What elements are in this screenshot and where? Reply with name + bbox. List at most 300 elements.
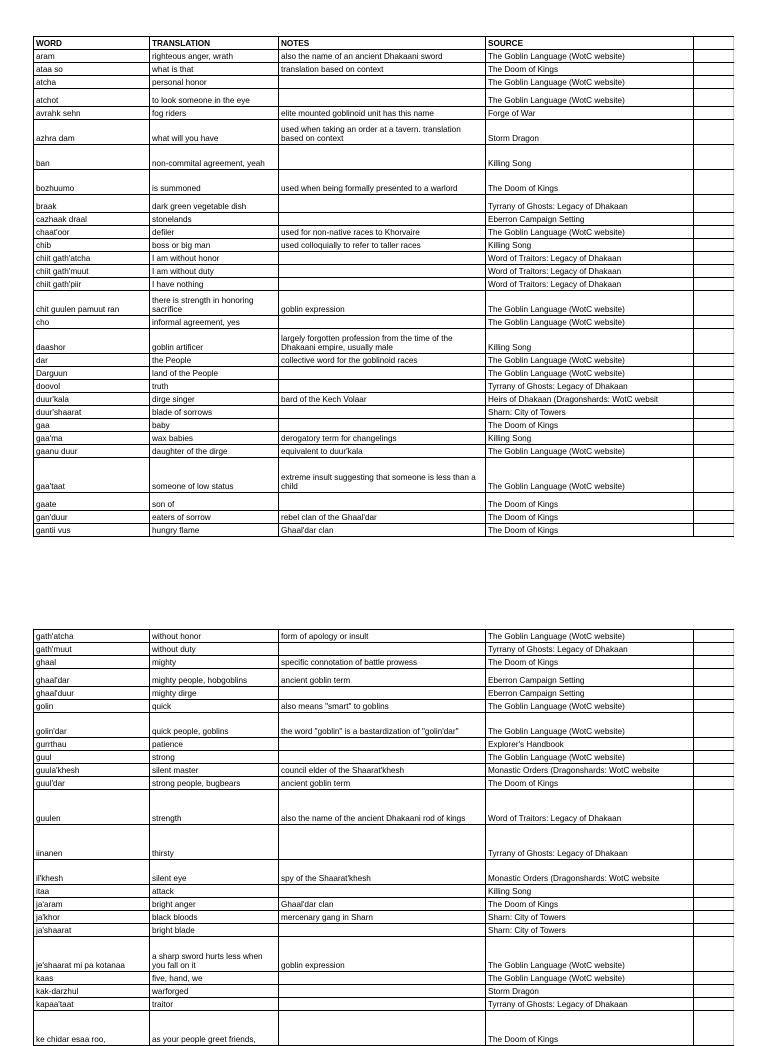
empty-cell [694, 278, 734, 290]
empty-cell [694, 911, 734, 923]
empty-cell [694, 511, 734, 523]
word-cell: gaate [33, 493, 150, 510]
empty-cell [694, 713, 734, 737]
word-cell: ja'khor [33, 911, 150, 923]
word-cell: kapaa'taat [33, 998, 150, 1010]
table-row [33, 328, 734, 353]
empty-cell [694, 252, 734, 264]
word-cell: ghaal [33, 656, 150, 668]
source-cell: Explorer's Handbook [486, 738, 694, 750]
translation-cell: mighty people, hobgoblins [150, 669, 279, 686]
word-cell: doovol [33, 380, 150, 392]
notes-cell [279, 252, 486, 264]
translation-cell: to look someone in the eye [150, 89, 279, 106]
source-cell: The Doom of Kings [486, 419, 694, 431]
notes-cell: also the name of an ancient Dhakaani sword [279, 50, 486, 62]
source-cell: The Doom of Kings [486, 777, 694, 789]
word-cell: iinanen [33, 825, 150, 859]
notes-cell: ancient goblin term [279, 669, 486, 686]
empty-cell [694, 107, 734, 119]
translation-cell: five, hand, we [150, 972, 279, 984]
table-row [33, 642, 734, 655]
source-cell: Killing Song [486, 145, 694, 169]
table-row [33, 884, 734, 897]
translation-cell: strong [150, 751, 279, 763]
table-row [33, 392, 734, 405]
empty-cell [694, 885, 734, 897]
empty-cell [694, 790, 734, 824]
source-cell: Eberron Campaign Setting [486, 213, 694, 225]
word-cell: cho [33, 316, 150, 328]
source-cell: Tyrrany of Ghosts: Legacy of Dhakaan [486, 380, 694, 392]
table-row [33, 418, 734, 431]
table-row [33, 75, 734, 88]
translation-cell: fog riders [150, 107, 279, 119]
source-cell: The Doom of Kings [486, 898, 694, 910]
notes-cell: translation based on context [279, 63, 486, 75]
notes-cell [279, 687, 486, 699]
word-cell: gurrthau [33, 738, 150, 750]
word-cell: atcha [33, 76, 150, 88]
table-row [33, 750, 734, 763]
notes-cell: mercenary gang in Sharn [279, 911, 486, 923]
translation-cell: attack [150, 885, 279, 897]
notes-cell [279, 1011, 486, 1045]
notes-cell [279, 825, 486, 859]
translation-cell: baby [150, 419, 279, 431]
empty-cell [694, 777, 734, 789]
notes-cell [279, 643, 486, 655]
notes-cell: Ghaal'dar clan [279, 898, 486, 910]
translation-cell: black bloods [150, 911, 279, 923]
translation-cell: goblin artificer [150, 329, 279, 353]
word-cell: ghaal'duur [33, 687, 150, 699]
translation-cell: without duty [150, 643, 279, 655]
empty-cell [694, 419, 734, 431]
notes-cell: elite mounted goblinoid unit has this name [279, 107, 486, 119]
notes-cell [279, 924, 486, 936]
source-cell: Storm Dragon [486, 120, 694, 144]
word-cell: chiit gath'muut [33, 265, 150, 277]
source-cell: The Goblin Language (WotC website) [486, 458, 694, 492]
table-row [33, 238, 734, 251]
source-cell: The Goblin Language (WotC website) [486, 316, 694, 328]
table-row [33, 824, 734, 859]
table-row [33, 264, 734, 277]
notes-cell [279, 195, 486, 212]
notes-cell: largely forgotten profession from the time of the Dhakaani empire, usually male [279, 329, 486, 353]
notes-cell [279, 213, 486, 225]
word-cell: gantii vus [33, 524, 150, 536]
empty-cell [694, 738, 734, 750]
translation-cell: personal honor [150, 76, 279, 88]
translation-cell: a sharp sword hurts less when you fall on it [150, 937, 279, 971]
empty-cell [694, 524, 734, 536]
translation-cell: is summoned [150, 170, 279, 194]
table-row [33, 379, 734, 392]
word-cell: dar [33, 354, 150, 366]
word-cell: aram [33, 50, 150, 62]
source-cell: The Doom of Kings [486, 656, 694, 668]
table-row [33, 655, 734, 668]
translation-cell: eaters of sorrow [150, 511, 279, 523]
notes-cell: specific connotation of battle prowess [279, 656, 486, 668]
word-cell: azhra dam [33, 120, 150, 144]
table-row [33, 492, 734, 510]
notes-cell: ancient goblin term [279, 777, 486, 789]
notes-cell: form of apology or insult [279, 630, 486, 642]
translation-cell: son of [150, 493, 279, 510]
empty-cell [694, 998, 734, 1010]
empty-cell [694, 630, 734, 642]
empty-cell [694, 669, 734, 686]
table-row [33, 859, 734, 884]
source-cell: The Goblin Language (WotC website) [486, 937, 694, 971]
empty-cell [694, 432, 734, 444]
table-row [33, 405, 734, 418]
source-cell: The Goblin Language (WotC website) [486, 50, 694, 62]
spreadsheet-page-2 [33, 629, 734, 1046]
source-cell: Word of Traitors: Legacy of Dhakaan [486, 252, 694, 264]
source-cell: Eberron Campaign Setting [486, 669, 694, 686]
source-cell: Killing Song [486, 432, 694, 444]
word-cell: golin [33, 700, 150, 712]
source-cell: Tyrrany of Ghosts: Legacy of Dhakaan [486, 998, 694, 1010]
word-cell: kak-darzhul [33, 985, 150, 997]
empty-cell [694, 367, 734, 379]
translation-cell: hungry flame [150, 524, 279, 536]
word-cell: atchot [33, 89, 150, 106]
table-row [33, 444, 734, 457]
word-cell: ghaal'dar [33, 669, 150, 686]
word-cell: daashor [33, 329, 150, 353]
translation-cell: the People [150, 354, 279, 366]
empty-cell [694, 898, 734, 910]
word-cell: ja'shaarat [33, 924, 150, 936]
notes-cell: used for non-native races to Khorvaire [279, 226, 486, 238]
table-row [33, 251, 734, 264]
empty-cell [694, 76, 734, 88]
table-row [33, 119, 734, 144]
column-header-translation: TRANSLATION [150, 37, 279, 49]
translation-cell: daughter of the dirge [150, 445, 279, 457]
notes-cell [279, 380, 486, 392]
notes-cell [279, 972, 486, 984]
source-cell: Killing Song [486, 885, 694, 897]
source-cell: Sharn: City of Towers [486, 406, 694, 418]
word-cell: chaat'oor [33, 226, 150, 238]
source-cell: The Doom of Kings [486, 511, 694, 523]
empty-cell [694, 316, 734, 328]
translation-cell: land of the People [150, 367, 279, 379]
word-cell: guul'dar [33, 777, 150, 789]
notes-cell: goblin expression [279, 937, 486, 971]
empty-cell [694, 291, 734, 315]
translation-cell: thirsty [150, 825, 279, 859]
empty-cell [694, 239, 734, 251]
word-cell: chib [33, 239, 150, 251]
word-cell: ataa so [33, 63, 150, 75]
source-cell: The Goblin Language (WotC website) [486, 713, 694, 737]
notes-cell [279, 76, 486, 88]
empty-cell [694, 751, 734, 763]
word-cell: gath'muut [33, 643, 150, 655]
notes-cell [279, 751, 486, 763]
notes-cell: also the name of the ancient Dhakaani rod of kings [279, 790, 486, 824]
table-row [33, 49, 734, 62]
source-cell: The Doom of Kings [486, 63, 694, 75]
translation-cell: mighty dirge [150, 687, 279, 699]
empty-cell [694, 393, 734, 405]
source-cell: Sharn: City of Towers [486, 911, 694, 923]
notes-cell: rebel clan of the Ghaal'dar [279, 511, 486, 523]
table-row [33, 1010, 734, 1045]
empty-cell [694, 643, 734, 655]
word-cell: je'shaarat mi pa kotanaa [33, 937, 150, 971]
table-row [33, 510, 734, 523]
table-row [33, 763, 734, 776]
table-row [33, 144, 734, 169]
empty-cell [694, 860, 734, 884]
translation-cell: quick people, goblins [150, 713, 279, 737]
table-row [33, 629, 734, 642]
empty-cell [694, 656, 734, 668]
source-cell: Eberron Campaign Setting [486, 687, 694, 699]
notes-cell [279, 738, 486, 750]
header-row [33, 36, 734, 49]
empty-cell [694, 37, 734, 49]
source-cell: Tyrrany of Ghosts: Legacy of Dhakaan [486, 195, 694, 212]
table-row [33, 971, 734, 984]
empty-cell [694, 687, 734, 699]
translation-cell: I am without duty [150, 265, 279, 277]
translation-cell: dark green vegetable dish [150, 195, 279, 212]
source-cell: The Goblin Language (WotC website) [486, 226, 694, 238]
notes-cell: the word "goblin" is a bastardization of "golin'dar" [279, 713, 486, 737]
source-cell: Forge of War [486, 107, 694, 119]
column-header-word: WORD [33, 37, 150, 49]
translation-cell: traitor [150, 998, 279, 1010]
word-cell: braak [33, 195, 150, 212]
table-row [33, 106, 734, 119]
word-cell: bozhuumo [33, 170, 150, 194]
translation-cell: I am without honor [150, 252, 279, 264]
source-cell: The Doom of Kings [486, 1011, 694, 1045]
source-cell: Heirs of Dhakaan (Dragonshards: WotC websit [486, 393, 694, 405]
empty-cell [694, 354, 734, 366]
word-cell: gaa'taat [33, 458, 150, 492]
source-cell: The Goblin Language (WotC website) [486, 89, 694, 106]
notes-cell [279, 406, 486, 418]
table-row [33, 366, 734, 379]
notes-cell: used when taking an order at a tavern. translation based on context [279, 120, 486, 144]
notes-cell: derogatory term for changelings [279, 432, 486, 444]
word-cell: gaa'ma [33, 432, 150, 444]
translation-cell: I have nothing [150, 278, 279, 290]
word-cell: il'khesh [33, 860, 150, 884]
translation-cell: quick [150, 700, 279, 712]
table-row [33, 457, 734, 492]
table-row [33, 169, 734, 194]
word-cell: guul [33, 751, 150, 763]
translation-cell: strength [150, 790, 279, 824]
empty-cell [694, 265, 734, 277]
empty-cell [694, 924, 734, 936]
source-cell: Word of Traitors: Legacy of Dhakaan [486, 790, 694, 824]
source-cell: The Goblin Language (WotC website) [486, 367, 694, 379]
table-row [33, 225, 734, 238]
notes-cell [279, 998, 486, 1010]
table-row [33, 789, 734, 824]
notes-cell: used colloquially to refer to taller races [279, 239, 486, 251]
word-cell: ke chidar esaa roo, [33, 1011, 150, 1045]
empty-cell [694, 937, 734, 971]
empty-cell [694, 493, 734, 510]
word-cell: ban [33, 145, 150, 169]
source-cell: Killing Song [486, 329, 694, 353]
empty-cell [694, 825, 734, 859]
source-cell: The Goblin Language (WotC website) [486, 700, 694, 712]
source-cell: The Goblin Language (WotC website) [486, 76, 694, 88]
notes-cell: extreme insult suggesting that someone is less than a child [279, 458, 486, 492]
translation-cell: silent eye [150, 860, 279, 884]
table-row [33, 712, 734, 737]
table-row [33, 936, 734, 971]
notes-cell [279, 278, 486, 290]
source-cell: The Goblin Language (WotC website) [486, 445, 694, 457]
notes-cell [279, 367, 486, 379]
notes-cell [279, 419, 486, 431]
table-row [33, 353, 734, 366]
source-cell: Storm Dragon [486, 985, 694, 997]
empty-cell [694, 195, 734, 212]
word-cell: avrahk sehn [33, 107, 150, 119]
table-row [33, 431, 734, 444]
translation-cell: silent master [150, 764, 279, 776]
empty-cell [694, 972, 734, 984]
translation-cell: defiler [150, 226, 279, 238]
empty-cell [694, 89, 734, 106]
table-bottom-border [33, 536, 734, 537]
translation-cell: stonelands [150, 213, 279, 225]
empty-cell [694, 50, 734, 62]
source-cell: The Goblin Language (WotC website) [486, 751, 694, 763]
table-row [33, 923, 734, 936]
word-cell: gaa [33, 419, 150, 431]
table-row [33, 897, 734, 910]
table-row [33, 315, 734, 328]
table-row [33, 737, 734, 750]
source-cell: Killing Song [486, 239, 694, 251]
empty-cell [694, 213, 734, 225]
translation-cell: dirge singer [150, 393, 279, 405]
empty-cell [694, 985, 734, 997]
word-cell: cazhaak draal [33, 213, 150, 225]
empty-cell [694, 764, 734, 776]
empty-cell [694, 700, 734, 712]
translation-cell: non-commital agreement, yeah [150, 145, 279, 169]
spreadsheet-page-1 [33, 36, 734, 537]
translation-cell: there is strength in honoring sacrifice [150, 291, 279, 315]
empty-cell [694, 226, 734, 238]
word-cell: kaas [33, 972, 150, 984]
table-row [33, 686, 734, 699]
notes-cell: goblin expression [279, 291, 486, 315]
notes-cell: used when being formally presented to a warlord [279, 170, 486, 194]
empty-cell [694, 170, 734, 194]
notes-cell: collective word for the goblinoid races [279, 354, 486, 366]
notes-cell [279, 493, 486, 510]
word-cell: chiit gath'piir [33, 278, 150, 290]
translation-cell: wax babies [150, 432, 279, 444]
translation-cell: bright anger [150, 898, 279, 910]
source-cell: The Goblin Language (WotC website) [486, 630, 694, 642]
empty-cell [694, 380, 734, 392]
translation-cell: patience [150, 738, 279, 750]
table-row [33, 62, 734, 75]
notes-cell: equivalent to duur'kala [279, 445, 486, 457]
word-cell: duur'kala [33, 393, 150, 405]
empty-cell [694, 445, 734, 457]
column-header-notes: NOTES [279, 37, 486, 49]
translation-cell: boss or big man [150, 239, 279, 251]
table-row [33, 668, 734, 686]
translation-cell: informal agreement, yes [150, 316, 279, 328]
empty-cell [694, 458, 734, 492]
translation-cell: as your people greet friends, [150, 1011, 279, 1045]
empty-cell [694, 406, 734, 418]
notes-cell: spy of the Shaarat'khesh [279, 860, 486, 884]
translation-cell: without honor [150, 630, 279, 642]
empty-cell [694, 145, 734, 169]
notes-cell [279, 316, 486, 328]
table-row [33, 776, 734, 789]
source-cell: The Goblin Language (WotC website) [486, 354, 694, 366]
notes-cell: bard of the Kech Volaar [279, 393, 486, 405]
word-cell: chit guulen pamuut ran [33, 291, 150, 315]
notes-cell: also means "smart" to goblins [279, 700, 486, 712]
word-cell: duur'shaarat [33, 406, 150, 418]
empty-cell [694, 329, 734, 353]
empty-cell [694, 63, 734, 75]
source-cell: The Doom of Kings [486, 170, 694, 194]
table-row [33, 984, 734, 997]
word-cell: Darguun [33, 367, 150, 379]
word-cell: guulen [33, 790, 150, 824]
notes-cell [279, 145, 486, 169]
notes-cell [279, 985, 486, 997]
notes-cell [279, 885, 486, 897]
source-cell: The Doom of Kings [486, 524, 694, 536]
table-row [33, 290, 734, 315]
word-cell: gath'atcha [33, 630, 150, 642]
table-row [33, 277, 734, 290]
notes-cell [279, 265, 486, 277]
empty-cell [694, 1011, 734, 1045]
source-cell: Sharn: City of Towers [486, 924, 694, 936]
translation-cell: mighty [150, 656, 279, 668]
column-header-source: SOURCE [486, 37, 694, 49]
translation-cell: blade of sorrows [150, 406, 279, 418]
table-row [33, 194, 734, 212]
table-row [33, 88, 734, 106]
notes-cell [279, 89, 486, 106]
source-cell: Tyrrany of Ghosts: Legacy of Dhakaan [486, 825, 694, 859]
word-cell: gaanu duur [33, 445, 150, 457]
translation-cell: what is that [150, 63, 279, 75]
translation-cell: truth [150, 380, 279, 392]
source-cell: The Goblin Language (WotC website) [486, 291, 694, 315]
